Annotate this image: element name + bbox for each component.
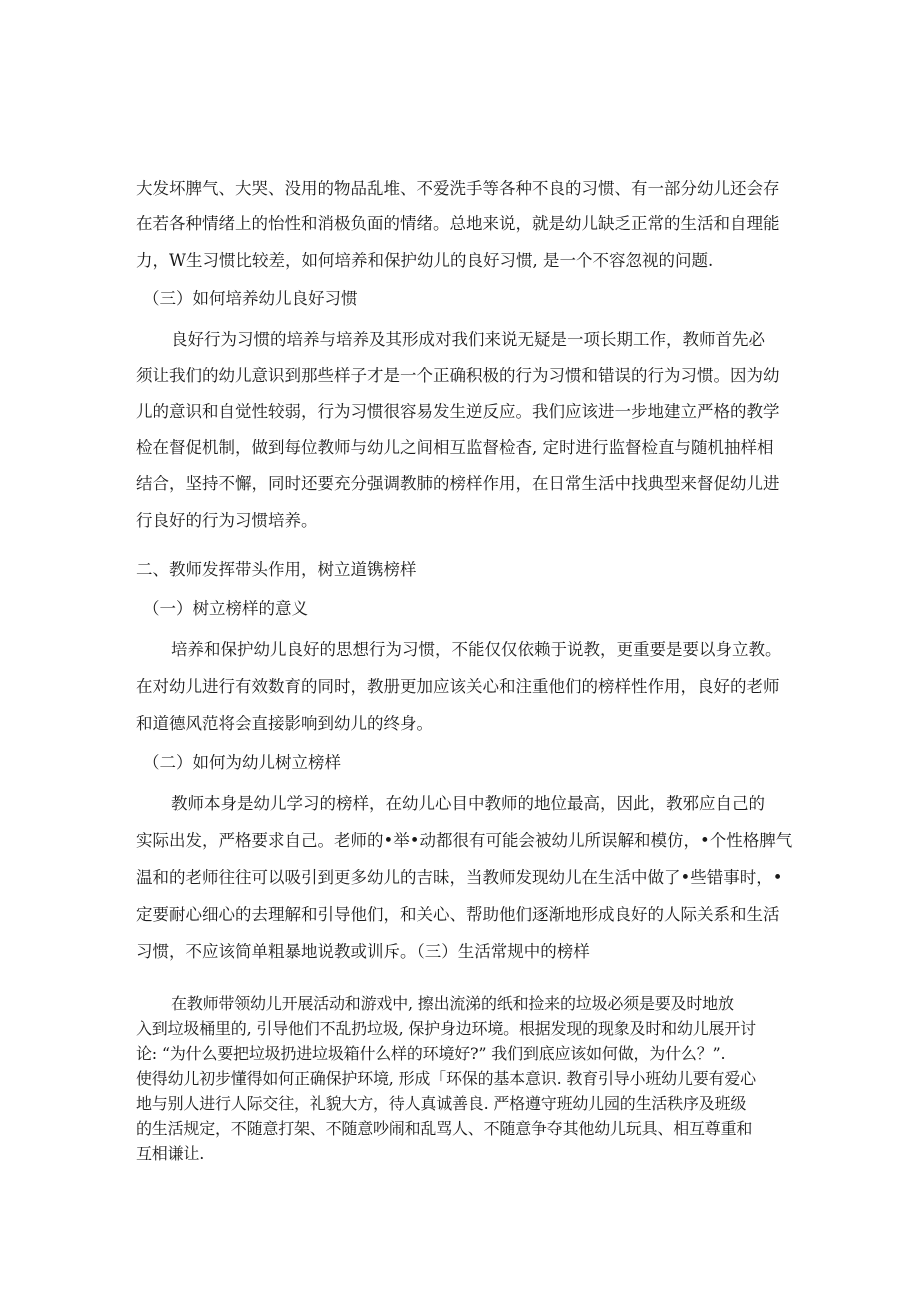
- paragraph-line: 良好行为习惯的培养与培养及其形成对我们来说无疑是一项长期工作，教师首先必: [171, 330, 765, 349]
- paragraph-line: 行良好的行为习惯培养。: [136, 511, 318, 530]
- paragraph-line: 结合，坚持不懈，同时还要充分强调教肺的榜样作用，在日常生活中找典型来督促幼儿进: [136, 474, 780, 493]
- paragraph-line: 入到垃圾桶里的, 引导他们不乱扔垃圾, 保护身边环境。根据发现的现象及时和幼儿展开讨: [136, 1019, 756, 1038]
- paragraph-line: 论: “为什么要把垃圾扔进垃圾箱什么样的环境好?” 我们到底应该如何做，为什么？”.: [136, 1044, 726, 1063]
- paragraph-line: 力，W生习惯比较差，如何培养和保护幼儿的良好习惯, 是一个不容忽视的问题.: [136, 251, 714, 270]
- paragraph-line: 教师本身是幼儿学习的榜样，在幼儿心目中教师的地位最高，因此，教邪应自己的: [171, 794, 765, 813]
- paragraph-line: 检在督促机制，做到每位教师与幼儿之间相互监督检杳, 定时进行监督检直与随机抽样相: [136, 438, 774, 457]
- paragraph-line: 在若各种情绪上的怡性和消极负面的情绪。总地来说，就是幼儿缺乏正常的生活和自理能: [136, 214, 780, 233]
- paragraph-line: 使得幼儿初步懂得如何正确保护环境, 形成「环保的基本意识. 教育引导小班幼儿要有爱心: [136, 1069, 756, 1088]
- paragraph-line: 互相谦让.: [136, 1144, 205, 1163]
- paragraph-line: 大发坏脾气、大哭、没用的物品乱堆、不爱洗手等各种不良的习惯、有一部分幼儿还会存: [136, 179, 780, 198]
- section-heading: （一）树立榜样的意义: [143, 599, 308, 618]
- paragraph-line: 在对幼儿进行有效数育的同时，教册更加应该关心和注重他们的榜样性作用，良好的老师: [136, 677, 780, 696]
- paragraph-line: 定要耐心细心的去理解和引导他们，和关心、帮助他们逐渐地形成良好的人际关系和生活: [136, 905, 780, 924]
- paragraph-line: 地与别人进行人际交往，礼貌大方，待人真诚善良. 严格遵守班幼儿园的生活秩序及班级: [136, 1094, 747, 1113]
- paragraph-line: 儿的意识和自觉性较弱，行为习惯很容易发生逆反应。我们应该进一步地建立严格的教学: [136, 402, 780, 421]
- paragraph-line: 在教师带领幼儿开展活动和游戏中, 擦出流涕的纸和捡来的垃圾必须是要及时地放: [171, 994, 734, 1013]
- paragraph-line: 和道德风范将会直接影响到幼儿的终身。: [136, 714, 433, 733]
- paragraph-line: 习惯，不应该简单粗暴地说教或训斥。（三）生活常规中的榜样: [136, 942, 590, 961]
- paragraph-line: 的生活规定，不随意打架、不随意吵闹和乱骂人、不随意争夺其他幼儿玩具、相互尊重和: [136, 1119, 753, 1138]
- paragraph-line: 实际出发，严格要求自己。老师的•举•动都很有可能会被幼儿所误解和模仿，•个性格脾气: [136, 831, 793, 850]
- paragraph-line: 须让我们的幼儿意识到那些样子才是一个正确积极的行为习惯和错误的行为习惯。因为幼: [136, 366, 780, 385]
- paragraph-line: 温和的老师往往可以吸引到更多幼儿的吉昧，当教师发现幼儿在生活中做了•些错事时，•: [136, 868, 783, 887]
- paragraph-line: 培养和保护幼儿良好的思想行为习惯，不能仅仅依赖于说教，更重要是要以身立教。: [171, 640, 782, 659]
- chapter-heading: 二、教师发挥带头作用，树立道镌榜样: [136, 560, 417, 579]
- section-heading: （二）如何为幼儿树立榜样: [143, 753, 341, 772]
- section-heading: （三）如何培养幼儿良好习惯: [143, 289, 358, 308]
